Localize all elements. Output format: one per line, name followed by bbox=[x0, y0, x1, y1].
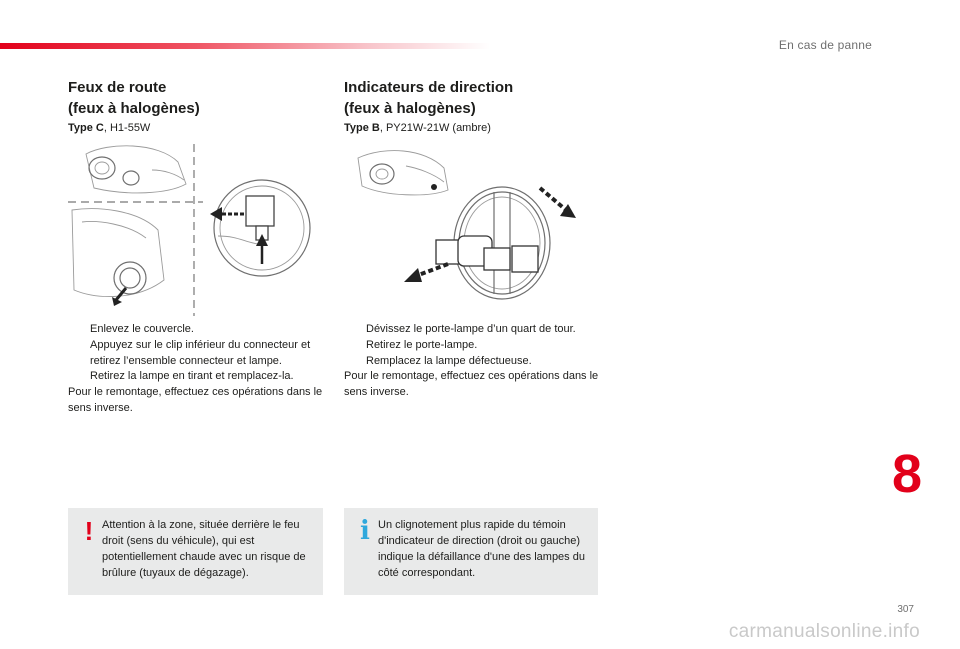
bulb-type-label: Type B bbox=[344, 122, 380, 134]
header-accent-bar bbox=[0, 43, 490, 49]
warning-exclamation-icon: ! bbox=[84, 516, 94, 546]
bulb-type bbox=[68, 122, 150, 134]
reassembly-note: Pour le remontage, effectuez ces opérations dans le sens inverse. bbox=[68, 386, 323, 414]
info-text: Un clignotement plus rapide du témoin d'indicateur de direction (droit ou gauche) indique la défaillance d'une des lampes du côté correspondant. bbox=[378, 519, 585, 579]
connector-detail-illustration bbox=[210, 180, 310, 276]
info-box bbox=[344, 508, 598, 595]
bulb-type-label: Type C bbox=[68, 122, 104, 134]
heading-feux-de-route: Feux de route (feux à halogènes) bbox=[68, 79, 200, 117]
info-icon: i bbox=[360, 516, 370, 546]
list-item bbox=[68, 369, 330, 385]
step-text: Dévissez le porte-lampe d’un quart de tour. bbox=[366, 323, 576, 335]
headlamp-overview-illustration bbox=[86, 146, 186, 193]
list-item bbox=[344, 322, 606, 338]
bulb-type bbox=[344, 122, 491, 134]
step-text: Appuyez sur le clip inférieur du connecteur et retirez l’ensemble connecteur et lampe. bbox=[90, 338, 311, 367]
headlamp-rear-illustration bbox=[72, 209, 164, 306]
list-item bbox=[344, 338, 606, 354]
list-item bbox=[68, 322, 330, 338]
reassembly-note: Pour le remontage, effectuez ces opérations dans le sens inverse. bbox=[344, 370, 599, 398]
page-number: 307 bbox=[897, 604, 914, 615]
heading-indicateurs-direction: Indicateurs de direction (feux à halogènes) bbox=[344, 79, 514, 117]
watermark: carmanualsonline.info bbox=[728, 621, 920, 642]
bulb-holder-illustration bbox=[404, 187, 576, 299]
figure-headlamp-bulb-removal bbox=[68, 140, 326, 318]
bulb-type-value: , PY21W-21W (ambre) bbox=[379, 122, 491, 134]
step-text: Retirez la lampe en tirant et remplacez-la. bbox=[90, 370, 294, 383]
step-text: Retirez le porte-lampe. bbox=[366, 338, 478, 351]
steps-list-left bbox=[68, 322, 330, 385]
headlamp-overview-illustration bbox=[358, 151, 448, 195]
list-item bbox=[344, 354, 606, 370]
section-title: En cas de panne bbox=[778, 38, 872, 52]
warning-box bbox=[68, 508, 323, 595]
warning-text: Attention à la zone, située derrière le feu droit (sens du véhicule), qui est potentiellement chaude avec un risque de brûlure (tuyaux de dégazage). bbox=[102, 519, 306, 579]
figure-indicator-bulb-removal bbox=[344, 140, 600, 310]
steps-list-right bbox=[344, 322, 606, 369]
bulb-type-value: , H1-55W bbox=[103, 122, 151, 134]
step-text: Remplacez la lampe défectueuse. bbox=[366, 354, 532, 367]
chapter-number: 8 bbox=[892, 444, 923, 504]
list-item bbox=[68, 338, 330, 370]
step-text: Enlevez le couvercle. bbox=[90, 323, 194, 335]
